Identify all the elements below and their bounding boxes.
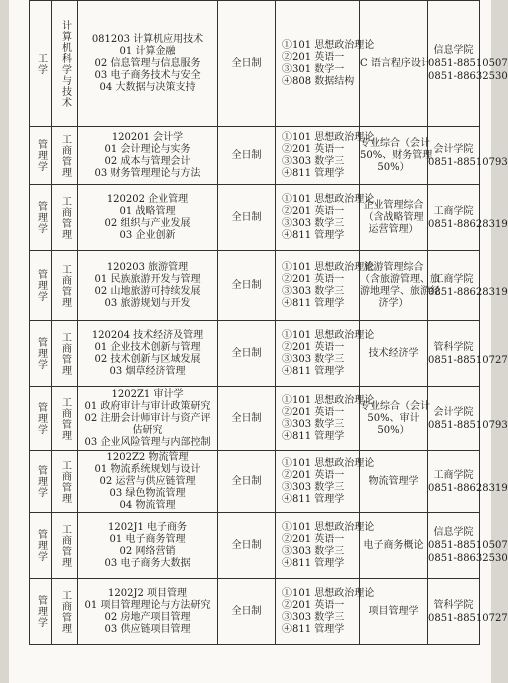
department-contact-line: 信息学院 [433,45,474,56]
major-line: 03 绿色物流管理 [109,487,186,499]
discipline-cell [52,387,78,451]
exam-subject: ①101 思想政治理论 [282,131,375,143]
major-line: 01 物流系统规划与设计 [94,463,201,475]
department-contact-line: 0851-88510727 [428,354,508,366]
table-row [30,387,480,451]
exam-subject: ②201 英语一 [282,406,345,418]
discipline-cell [52,127,78,185]
retest-subject-line: C 语言程序设计 [360,57,431,69]
department-contact-line: 0851-88510793 [428,156,508,168]
department-contact-line: 0851-88628319 [428,482,508,494]
discipline-label: 工商管理 [59,263,71,308]
department-contact-line: 0851-88510507 [428,540,508,551]
major-line: 01 企业技术创新与管理 [94,341,201,353]
major-cell [78,387,218,451]
retest-subject-line: 旅游管理综合 [363,261,424,273]
exam-subject: ③303 数学三 [282,155,345,167]
major-line: 03 电子商务技术与安全 [94,69,201,81]
department-contact-cell [428,251,508,321]
category-label: 管理学 [35,269,47,302]
retest-subject-line: （含战略管理 [363,211,424,223]
category-cell [30,579,52,645]
study-mode: 全日制 [218,1,276,127]
retest-subject-line: 游地理学、旅游经 [360,285,440,297]
retest-subject-line: 济学） [378,297,409,309]
discipline-cell [52,251,78,321]
discipline-cell [52,513,78,579]
discipline-cell [52,1,78,127]
major-line: 01 会计理论与实务 [104,143,191,155]
retest-subject-cell [360,1,431,127]
category-label: 管理学 [35,139,47,172]
major-line: 1202Z2 物流管理 [106,451,189,463]
category-label: 工学 [35,52,47,75]
exam-subjects-cell [276,251,375,321]
exam-subject: ①101 思想政治理论 [282,39,375,51]
exam-subject: ④811 管理学 [282,167,345,179]
major-line: 03 旅游规划与开发 [104,297,191,309]
discipline-label: 工商管理 [59,589,71,634]
study-mode: 全日制 [218,321,276,387]
discipline-label: 工商管理 [59,459,71,504]
category-label: 管理学 [35,465,47,498]
category-label: 管理学 [35,402,47,435]
major-line: 120204 技术经济及管理 [91,329,204,341]
department-contact-line: 管科学院 [433,341,474,353]
study-mode: 全日制 [218,579,276,645]
department-contact-line: 管科学院 [433,599,474,611]
major-cell [78,1,218,127]
retest-subject-line: 运营管理） [368,223,419,235]
retest-subject-line: 物流管理学 [368,475,419,487]
table-body [30,1,508,645]
exam-subjects-cell [276,1,375,127]
exam-subject: ③303 数学三 [282,353,345,365]
major-line: 01 项目管理理论与方法研究 [84,599,211,611]
major-line: 01 民族旅游开发与管理 [94,273,201,285]
retest-subject-line: 50%） [377,424,410,436]
department-contact-line: 工商学院 [433,205,474,217]
exam-subject: ③303 数学三 [282,545,345,557]
major-line: 04 大数据与决策支持 [99,81,196,93]
department-contact-cell [428,321,508,387]
exam-subject: ②201 英语一 [282,533,345,545]
department-contact-cell [428,387,508,451]
category-cell [30,387,52,451]
category-label: 管理学 [35,529,47,562]
department-contact-line: 会计学院 [433,406,474,418]
retest-subject-line: 项目管理学 [368,605,419,617]
exam-subject: ④808 数据结构 [282,75,355,87]
department-contact-cell [428,513,508,579]
major-line: 120202 企业管理 [106,193,189,205]
major-line: 02 信息管理与信息服务 [94,57,201,69]
table-row [30,321,480,387]
exam-subject: ①101 思想政治理论 [282,521,375,533]
major-cell [78,321,218,387]
major-line: 02 房地产项目管理 [104,611,191,623]
study-mode: 全日制 [218,185,276,251]
department-contact-line: 0851-88510727 [428,612,508,624]
major-line: 02 成本与管理会计 [104,155,191,167]
admissions-table [29,0,508,645]
exam-subject: ①101 思想政治理论 [282,193,375,205]
discipline-cell [52,321,78,387]
exam-subject: ②201 英语一 [282,205,345,217]
major-line: 02 运营与供应链管理 [99,475,196,487]
exam-subject: ②201 英语一 [282,143,345,155]
major-line: 04 物流管理 [119,499,176,511]
category-cell [30,451,52,513]
major-line: 02 山地旅游可持续发展 [94,285,201,297]
major-line: 02 注册会计师审计与资产评 [84,412,211,424]
category-cell [30,127,52,185]
major-line: 03 企业风险管理与内部控制 [84,436,211,448]
department-contact-line: 0851-88632530 [428,71,508,82]
department-contact-line: 会计学院 [433,143,474,155]
retest-subject-line: 技术经济学 [368,347,419,359]
exam-subject: ③303 数学三 [282,611,345,623]
table-row [30,579,480,645]
major-line: 03 烟草经济管理 [109,365,186,377]
discipline-label: 工商管理 [59,195,71,240]
category-label: 管理学 [35,201,47,234]
table-row [30,251,480,321]
table-row [30,1,480,127]
exam-subject: ④811 管理学 [282,557,345,569]
category-cell [30,251,52,321]
exam-subjects-cell [276,127,375,185]
major-cell [78,513,218,579]
exam-subject: ③301 数学一 [282,63,345,75]
discipline-label: 工商管理 [59,331,71,376]
discipline-label: 计算机科学与技术 [59,19,71,108]
exam-subject: ②201 英语一 [282,273,345,285]
department-contact-line: 0851-88632530 [428,553,508,564]
major-cell [78,579,218,645]
retest-subject-cell [360,251,440,321]
exam-subject: ②201 英语一 [282,51,345,63]
department-contact-cell [428,579,508,645]
major-line: 120201 会计学 [111,131,184,143]
table-row [30,451,480,513]
study-mode: 全日制 [218,251,276,321]
department-contact-line: 0851-88628319 [428,218,508,230]
category-label: 管理学 [35,337,47,370]
exam-subjects-cell [276,185,375,251]
department-contact-line: 工商学院 [433,273,474,285]
major-line: 1202Z1 审计学 [111,388,184,400]
discipline-label: 工商管理 [59,523,71,568]
exam-subject: ③303 数学三 [282,481,345,493]
exam-subject: ③303 数学三 [282,285,345,297]
exam-subjects-cell [276,513,375,579]
study-mode: 全日制 [218,387,276,451]
study-mode: 全日制 [218,127,276,185]
exam-subject: ①101 思想政治理论 [282,587,375,599]
category-cell [30,321,52,387]
major-line: 01 政府审计与审计政策研究 [84,400,211,412]
exam-subjects-cell [276,321,375,387]
exam-subject: ③303 数学三 [282,418,345,430]
exam-subject: ①101 思想政治理论 [282,261,375,273]
retest-subject-line: （含旅游管理、旅 [360,273,440,285]
exam-subject: ①101 思想政治理论 [282,394,375,406]
major-line: 01 电子商务管理 [109,533,186,545]
exam-subject: ①101 思想政治理论 [282,457,375,469]
table-row [30,513,480,579]
exam-subject: ④811 管理学 [282,229,345,241]
discipline-label: 工商管理 [59,133,71,178]
major-line: 1202J1 电子商务 [108,521,187,533]
retest-subject-line: 专业综合（会计 [360,400,430,412]
major-line: 03 企业创新 [119,229,176,241]
study-mode: 全日制 [218,451,276,513]
discipline-cell [52,185,78,251]
major-line: 1202J2 项目管理 [108,587,187,599]
category-cell [30,513,52,579]
department-contact-cell [428,127,508,185]
table-row [30,127,480,185]
exam-subject: ②201 英语一 [282,341,345,353]
category-label: 管理学 [35,595,47,628]
exam-subject: ①101 思想政治理论 [282,329,375,341]
department-contact-cell [428,451,508,513]
exam-subject: ④811 管理学 [282,493,345,505]
exam-subject: ②201 英语一 [282,599,345,611]
department-contact-line: 工商学院 [433,469,474,481]
retest-subject-line: 专业综合（会计 [360,137,430,149]
major-line: 02 网络营销 [119,545,176,557]
retest-subject-line: 50%、财务管理 [360,149,433,161]
exam-subject: ④811 管理学 [282,430,345,442]
document-page [9,0,508,683]
table-row [30,185,480,251]
exam-subject: ④811 管理学 [282,623,345,635]
major-line: 120203 旅游管理 [106,261,189,273]
exam-subject: ③303 数学三 [282,217,345,229]
major-line: 02 技术创新与区域发展 [94,353,201,365]
study-mode: 全日制 [218,513,276,579]
major-cell [78,185,218,251]
exam-subjects-cell [276,451,375,513]
exam-subjects-cell [276,579,375,645]
major-cell [78,451,218,513]
major-cell [78,251,218,321]
major-line: 01 战略管理 [119,205,176,217]
department-contact-cell [428,185,508,251]
retest-subject-line: 企业管理综合 [363,199,424,211]
exam-subjects-cell [276,387,375,451]
exam-subject: ④811 管理学 [282,297,345,309]
department-contact-line: 信息学院 [433,527,474,538]
retest-subject-line: 50%、审计 [367,412,420,424]
department-contact-line: 0851-88510793 [428,419,508,431]
department-contact-line: 0851-88510507 [428,58,508,69]
major-line: 03 电子商务大数据 [104,557,191,569]
major-line: 03 供应链项目管理 [104,623,191,635]
department-contact-cell [428,1,508,127]
retest-subject-line: 50%） [377,161,410,173]
discipline-cell [52,451,78,513]
major-line: 03 财务管理理论与方法 [94,167,201,179]
discipline-label: 工商管理 [59,396,71,441]
discipline-cell [52,579,78,645]
major-cell [78,127,218,185]
major-line: 01 计算金融 [119,45,176,57]
department-contact-line: 0851-88628319 [428,286,508,298]
exam-subject: ②201 英语一 [282,469,345,481]
category-cell [30,1,52,127]
retest-subject-line: 电子商务概论 [363,539,424,551]
category-cell [30,185,52,251]
major-line: 02 组织与产业发展 [104,217,191,229]
exam-subject: ④811 管理学 [282,365,345,377]
major-line: 估研究 [132,424,163,436]
major-line: 081203 计算机应用技术 [91,33,204,45]
